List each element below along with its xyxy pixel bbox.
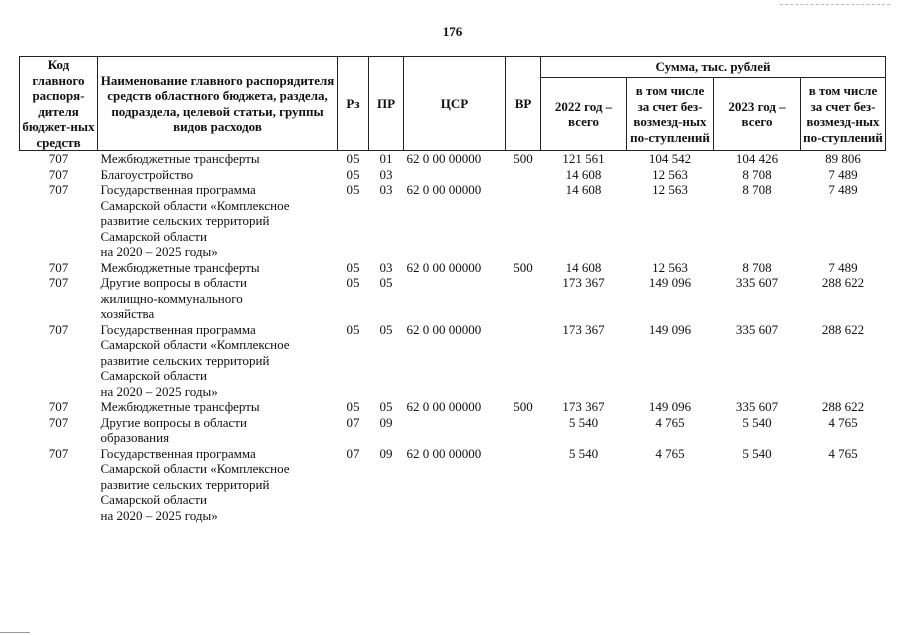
header-rz: Рз — [338, 57, 369, 151]
cell-pr: 03 — [379, 259, 393, 275]
cell-2022-free: 12 563 — [652, 166, 688, 182]
cell-pr: 05 — [379, 399, 393, 414]
cell-name-line: Благоустройство — [100, 166, 194, 182]
cell-pr: 03 — [379, 166, 393, 182]
cell-name — [98, 399, 338, 415]
cell-name-line: Государственная программа — [100, 182, 256, 197]
cell-name-line: Самарской области — [100, 368, 207, 383]
cell-name-line: образования — [100, 430, 170, 445]
cell-name — [98, 415, 338, 446]
cell-name — [98, 322, 338, 400]
cell-2022-total: 14 608 — [565, 166, 602, 182]
cell-rz: 05 — [346, 399, 360, 414]
cell-vr — [506, 322, 541, 400]
cell-2023-total: 335 607 — [735, 321, 779, 337]
cell-vr — [506, 182, 541, 260]
cell-code: 707 — [48, 321, 69, 337]
budget-table — [19, 56, 886, 523]
cell-csr: 62 0 00 00000 — [406, 151, 482, 166]
table-row — [20, 151, 886, 167]
table-body — [20, 151, 886, 524]
cell-2023-free: 7 489 — [828, 259, 858, 275]
cell-code: 707 — [48, 275, 69, 290]
cell-2023-total: 335 607 — [735, 275, 779, 290]
cell-name-line: Самарской области — [100, 228, 207, 244]
cell-2023-free: 4 765 — [828, 414, 858, 430]
cell-csr — [404, 167, 506, 183]
cell-2022-free: 149 096 — [648, 275, 692, 290]
cell-2023-total: 8 708 — [742, 259, 772, 275]
cell-pr: 03 — [379, 182, 393, 197]
cell-name-line: Государственная программа — [100, 321, 256, 337]
cell-code: 707 — [48, 414, 69, 430]
cell-name-line: Самарской области «Комплексное — [100, 337, 290, 352]
cell-2023-total: 104 426 — [735, 151, 779, 166]
cell-vr — [506, 446, 541, 524]
table-row — [20, 167, 886, 183]
cell-2022-total: 14 608 — [565, 259, 602, 275]
cell-2022-free: 12 563 — [652, 182, 688, 197]
cell-2022-free: 4 765 — [655, 445, 685, 461]
table-row — [20, 322, 886, 400]
cell-name-line: Самарской области — [100, 492, 207, 507]
cell-csr — [404, 415, 506, 446]
cell-2022-total: 14 608 — [565, 182, 602, 197]
cell-name-line: на 2020 – 2025 годы» — [100, 383, 218, 399]
cell-2023-free: 288 622 — [821, 399, 865, 414]
cell-rz: 05 — [346, 166, 360, 182]
cell-2022-free: 149 096 — [648, 321, 692, 337]
cell-pr: 01 — [379, 151, 393, 166]
table-header — [20, 57, 886, 151]
cell-name-line: Другие вопросы в области — [100, 275, 247, 290]
cell-2023-total: 5 540 — [742, 445, 772, 461]
cell-2022-free: 12 563 — [652, 259, 688, 275]
cell-code: 707 — [48, 445, 69, 461]
cell-2022-total: 5 540 — [568, 414, 599, 430]
cell-2023-free: 89 806 — [825, 151, 861, 166]
header-pr: ПР — [369, 57, 404, 151]
header-2022-total: 2022 год – всего — [541, 78, 627, 151]
header-code: Код главного распоря-дителя бюджет-ных средств — [20, 57, 98, 151]
cell-name-line: развитие сельских территорий — [100, 352, 270, 368]
header-2022-free: в том числе за счет без-возмезд-ных по-ступлений — [627, 78, 714, 151]
cell-name — [98, 275, 338, 322]
header-sum: Сумма, тыс. рублей — [541, 57, 886, 78]
header-vr: ВР — [506, 57, 541, 151]
cell-vr: 500 — [513, 399, 533, 414]
cell-code: 707 — [48, 259, 69, 275]
cell-name — [98, 151, 338, 167]
cell-pr: 05 — [379, 275, 393, 290]
cell-csr: 62 0 00 00000 — [406, 321, 482, 337]
cell-2023-total: 335 607 — [735, 399, 779, 414]
cell-name-line: Государственная программа — [100, 445, 256, 461]
cell-code: 707 — [48, 166, 69, 182]
cell-name-line: Самарской области «Комплексное — [100, 197, 290, 213]
header-name: Наименование главного распорядителя средств областного бюджета, раздела, подраздела, целевой статьи, группы видов расходов — [98, 57, 338, 151]
cell-csr: 62 0 00 00000 — [406, 259, 482, 275]
cell-name — [98, 182, 338, 260]
table-row — [20, 260, 886, 276]
cell-name-line: Межбюджетные трансферты — [100, 399, 260, 414]
table-row — [20, 415, 886, 446]
bottom-edge-mark — [0, 632, 30, 633]
cell-name-line: на 2020 – 2025 годы» — [100, 244, 218, 259]
cell-csr: 62 0 00 00000 — [406, 399, 482, 414]
cell-name-line: жилищно-коммунального — [100, 290, 243, 306]
cell-rz: 05 — [346, 182, 360, 197]
cell-vr: 500 — [513, 259, 533, 275]
cell-2023-total: 8 708 — [742, 182, 772, 197]
cell-name-line: Межбюджетные трансферты — [100, 151, 260, 166]
cell-csr — [404, 275, 506, 322]
cell-2023-free: 288 622 — [821, 321, 865, 337]
cell-name-line: развитие сельских территорий — [100, 476, 270, 492]
cell-rz: 05 — [346, 259, 360, 275]
header-csr: ЦСР — [404, 57, 506, 151]
cell-vr — [506, 167, 541, 183]
cell-name — [98, 167, 338, 183]
cell-vr: 500 — [513, 151, 533, 166]
cell-rz: 07 — [346, 414, 360, 430]
table-row — [20, 275, 886, 322]
cell-2023-total: 5 540 — [742, 414, 772, 430]
cell-pr: 09 — [379, 414, 393, 430]
cell-2022-free: 104 542 — [648, 151, 692, 166]
cell-vr — [506, 275, 541, 322]
cell-2022-total: 173 367 — [562, 399, 605, 414]
cell-code: 707 — [48, 399, 69, 414]
cell-2023-free: 7 489 — [828, 166, 858, 182]
cell-2022-total: 173 367 — [562, 275, 605, 290]
cell-name-line: хозяйства — [100, 306, 155, 321]
cell-2023-free: 288 622 — [821, 275, 865, 290]
cell-code: 707 — [48, 151, 69, 166]
cell-2023-total: 8 708 — [742, 166, 772, 182]
cell-name — [98, 260, 338, 276]
cell-2022-total: 121 561 — [562, 151, 605, 166]
cell-name-line: развитие сельских территорий — [100, 213, 270, 228]
cell-pr: 09 — [379, 445, 393, 461]
header-2023-total: 2023 год – всего — [714, 78, 801, 151]
cell-2023-free: 4 765 — [828, 445, 858, 461]
cell-2022-free: 149 096 — [648, 399, 692, 414]
table-row — [20, 182, 886, 260]
table-row — [20, 399, 886, 415]
cell-rz: 07 — [346, 445, 360, 461]
cell-2023-free: 7 489 — [828, 182, 858, 197]
cell-2022-total: 5 540 — [568, 445, 599, 461]
cell-csr: 62 0 00 00000 — [406, 182, 482, 197]
cell-vr — [506, 415, 541, 446]
top-edge-rule — [780, 4, 890, 5]
cell-2022-free: 4 765 — [655, 414, 685, 430]
cell-name — [98, 446, 338, 524]
header-2023-free: в том числе за счет без-возмезд-ных по-ступлений — [801, 78, 886, 151]
page-number: 176 — [442, 24, 463, 39]
cell-rz: 05 — [346, 275, 360, 290]
cell-name-line: Другие вопросы в области — [100, 414, 247, 430]
cell-rz: 05 — [346, 151, 360, 166]
cell-code: 707 — [48, 182, 69, 197]
cell-name-line: Самарской области «Комплексное — [100, 461, 290, 476]
cell-pr: 05 — [379, 321, 393, 337]
cell-2022-total: 173 367 — [562, 321, 605, 337]
cell-name-line: Межбюджетные трансферты — [100, 259, 260, 275]
cell-rz: 05 — [346, 321, 360, 337]
cell-name-line: на 2020 – 2025 годы» — [100, 507, 218, 523]
table-row — [20, 446, 886, 524]
cell-csr: 62 0 00 00000 — [406, 445, 482, 461]
